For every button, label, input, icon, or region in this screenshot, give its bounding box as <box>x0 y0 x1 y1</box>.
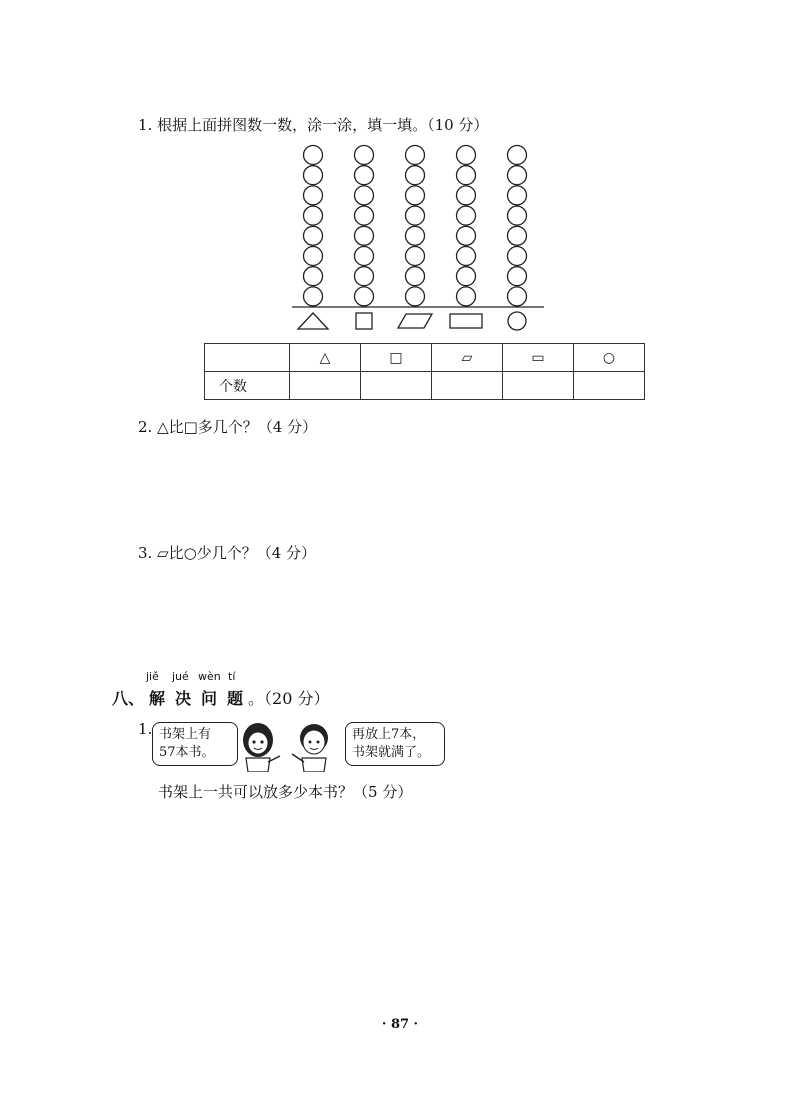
stack-circle-col4-4[interactable] <box>457 206 476 225</box>
table-row-label: 个数 <box>205 372 290 400</box>
page-number: · 87 · <box>381 1017 419 1032</box>
stack-circle-col2-7[interactable] <box>355 267 374 286</box>
stack-circle-col4-8[interactable] <box>457 287 476 306</box>
stack-circle-col3-7[interactable] <box>406 267 425 286</box>
circle-stack-chart <box>292 141 544 337</box>
question-2-title: 2. △比□多几个？（4 分） <box>138 418 318 436</box>
stack-circle-col5-7[interactable] <box>508 267 527 286</box>
pinyin-jie: jiě <box>146 670 159 683</box>
bubble-left-line-2: 57本书。 <box>159 745 215 760</box>
stack-circle-col5-2[interactable] <box>508 166 527 185</box>
stack-circle-col1-2[interactable] <box>304 166 323 185</box>
stack-circle-col3-8[interactable] <box>406 287 425 306</box>
question-3-title: 3. ▱比○少几个？（4 分） <box>138 544 317 562</box>
stack-circle-col5-5[interactable] <box>508 226 527 245</box>
stack-circle-col4-6[interactable] <box>457 247 476 266</box>
shape-circle[interactable] <box>508 312 526 330</box>
stack-circle-col1-6[interactable] <box>304 247 323 266</box>
stack-circle-col3-6[interactable] <box>406 247 425 266</box>
stack-circle-col3-4[interactable] <box>406 206 425 225</box>
stack-circle-col3-3[interactable] <box>406 186 425 205</box>
table-header-parallelogram: ▱ <box>432 344 503 372</box>
girl-figure <box>243 723 280 772</box>
bubble-right-line-2: 书架就满了。 <box>352 745 431 760</box>
stack-circle-col2-8[interactable] <box>355 287 374 306</box>
stack-circle-col4-3[interactable] <box>457 186 476 205</box>
heading-char-1: 解 <box>149 689 166 708</box>
table-header-triangle: △ <box>290 344 361 372</box>
stack-circle-col3-2[interactable] <box>406 166 425 185</box>
table-header-rectangle: ▭ <box>503 344 574 372</box>
question-1-title: 1. 根据上面拼图数一数，涂一涂，填一填。（10 分） <box>138 116 489 134</box>
bubble-right-line-1: 再放上7本， <box>352 727 426 742</box>
stack-circle-col1-7[interactable] <box>304 267 323 286</box>
problem-1-number: 1. <box>138 720 153 738</box>
table-count-row <box>205 372 645 400</box>
stack-circle-col4-2[interactable] <box>457 166 476 185</box>
stack-circle-col5-3[interactable] <box>508 186 527 205</box>
speech-bubble-right <box>345 722 445 766</box>
children-illustration <box>228 718 348 772</box>
count-cell-rectangle[interactable] <box>503 372 574 400</box>
stack-circle-col5-8[interactable] <box>508 287 527 306</box>
count-cell-square[interactable] <box>361 372 432 400</box>
stack-circle-col1-4[interactable] <box>304 206 323 225</box>
table-corner-cell <box>205 344 290 372</box>
shape-rectangle[interactable] <box>450 314 482 328</box>
count-cell-triangle[interactable] <box>290 372 361 400</box>
shape-square[interactable] <box>356 313 372 329</box>
stack-circle-col5-6[interactable] <box>508 247 527 266</box>
stack-circle-col2-3[interactable] <box>355 186 374 205</box>
stack-circle-col2-5[interactable] <box>355 226 374 245</box>
stack-circle-col1-3[interactable] <box>304 186 323 205</box>
bubble-left-line-1: 书架上有 <box>159 727 212 742</box>
stack-circle-col1-5[interactable] <box>304 226 323 245</box>
stack-circle-col2-6[interactable] <box>355 247 374 266</box>
table-header-row <box>205 344 645 372</box>
table-header-square: □ <box>361 344 432 372</box>
stack-circle-col2-2[interactable] <box>355 166 374 185</box>
speech-bubble-left <box>152 722 238 766</box>
pinyin-ti: tí <box>228 670 236 683</box>
stack-circle-col2-1[interactable] <box>355 146 374 165</box>
count-cell-circle[interactable] <box>574 372 645 400</box>
heading-char-3: 问 <box>201 689 218 708</box>
stack-circle-col4-7[interactable] <box>457 267 476 286</box>
section-number: 八、 <box>112 689 145 708</box>
tally-table <box>204 343 645 400</box>
section-points: 。（20 分） <box>248 689 330 708</box>
stack-circle-col4-1[interactable] <box>457 146 476 165</box>
shape-triangle[interactable] <box>298 313 328 329</box>
stack-circle-col4-5[interactable] <box>457 226 476 245</box>
pinyin-jue: jué <box>172 670 189 683</box>
shape-parallelogram[interactable] <box>398 314 432 328</box>
stack-circle-col1-8[interactable] <box>304 287 323 306</box>
stack-circle-col3-5[interactable] <box>406 226 425 245</box>
boy-figure <box>292 724 328 772</box>
count-cell-parallelogram[interactable] <box>432 372 503 400</box>
section-8-heading <box>112 686 329 709</box>
stack-circle-col3-1[interactable] <box>406 146 425 165</box>
heading-char-2: 决 <box>175 689 192 708</box>
stack-circle-col1-1[interactable] <box>304 146 323 165</box>
stack-circle-col5-4[interactable] <box>508 206 527 225</box>
stack-circle-col5-1[interactable] <box>508 146 527 165</box>
heading-char-4: 题 <box>227 689 244 708</box>
stack-circle-col2-4[interactable] <box>355 206 374 225</box>
pinyin-wen: wèn <box>198 670 221 683</box>
problem-1-question: 书架上一共可以放多少本书？（5 分） <box>158 783 413 801</box>
table-header-circle: ○ <box>574 344 645 372</box>
